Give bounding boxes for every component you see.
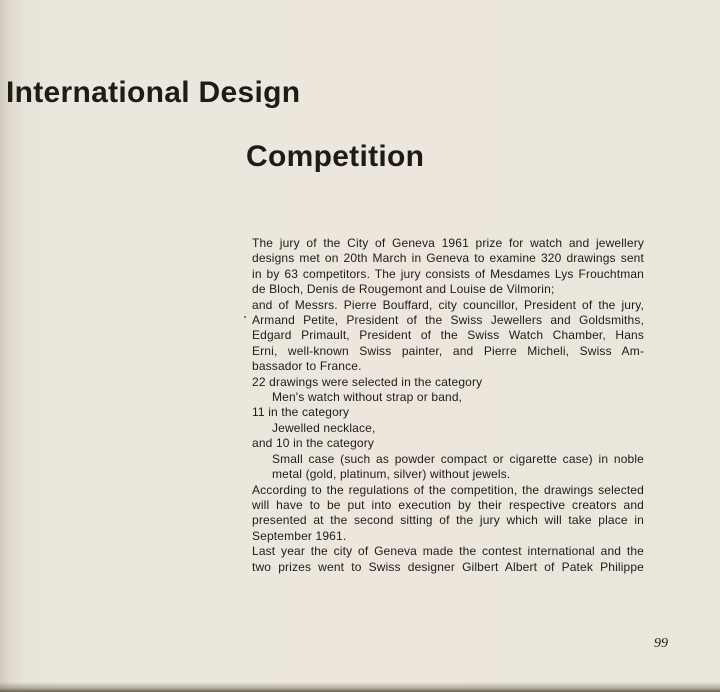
page-number: 99 — [654, 636, 668, 651]
body-line: According to the regulations of the competition, the drawings selected — [252, 482, 644, 497]
title-line-1: International Design — [6, 76, 301, 109]
body-line: The jury of the City of Geneva 1961 prize for watch and jewellery — [252, 236, 644, 250]
body-line: September 1961. — [252, 528, 347, 543]
body-line: and of Messrs. Pierre Bouffard, city councillor, President of the jury, — [252, 297, 644, 312]
body-line: and 10 in the category — [252, 436, 375, 451]
body-line: designs met on 20th March in Geneva to examine 320 drawings sent — [252, 251, 644, 266]
body-line: Erni, well-known Swiss painter, and Pierre Micheli, Swiss Am- — [252, 343, 644, 358]
body-line: Last year the city of Geneva made the contest international and the — [252, 544, 644, 559]
article-body — [252, 236, 644, 575]
body-line: 11 in the category — [252, 405, 350, 420]
body-line: de Bloch, Denis de Rougemont and Louise de Vilmorin; — [252, 282, 555, 297]
body-line: two prizes went to Swiss designer Gilbert Albert of Patek Philippe — [252, 559, 644, 574]
category-line: metal (gold, platinum, silver) without jewels. — [272, 467, 511, 482]
body-line: 22 drawings were selected in the category — [252, 374, 483, 389]
body-line: Armand Petite, President of the Swiss Jewellers and Goldsmiths, — [252, 313, 644, 328]
category-line: Men's watch without strap or band, — [272, 390, 463, 405]
body-line: will have to be put into execution by their respective creators and — [252, 497, 644, 512]
body-line: Edgard Primault, President of the Swiss Watch Chamber, Hans — [252, 328, 644, 343]
category-line: Small case (such as powder compact or cigarette case) in noble — [272, 451, 644, 466]
category-line: Jewelled necklace, — [272, 420, 376, 435]
body-line: bassador to France. — [252, 359, 362, 374]
title-line-2: Competition — [246, 140, 425, 173]
print-speck — [244, 316, 246, 318]
body-line: in by 63 competitors. The jury consists of Mesdames Lys Frouchtman — [252, 266, 644, 281]
page-bottom-edge — [0, 682, 720, 692]
body-line: presented at the second sitting of the jury which will take place in — [252, 513, 644, 528]
